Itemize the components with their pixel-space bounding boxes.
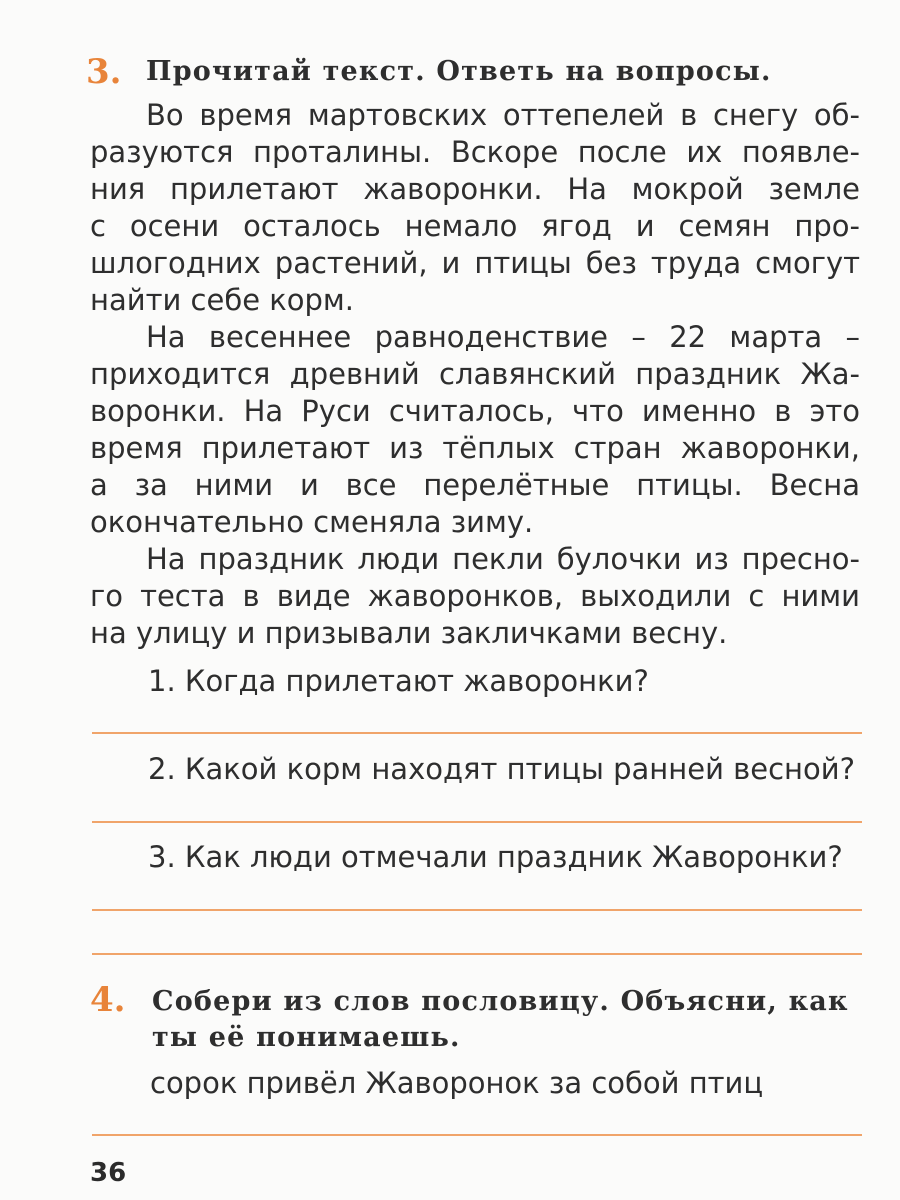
question-2: 2. Какой корм находят птицы ранней весной? [148,752,855,786]
text-line: время прилетают из тёплых стран жаворонки, [90,431,860,465]
text-line: разуются проталины. Вскоре после их появле- [90,135,860,169]
task-3-title: Прочитай текст. Ответь на вопросы. [146,56,772,87]
proverb-words: сорок привёл Жаворонок за собой птиц [150,1066,764,1100]
text-line: На весеннее равноденствие – 22 марта – [146,320,860,354]
task-4-title-line-1: Собери из слов пословицу. Объясни, как [152,986,849,1017]
answer-line[interactable] [92,909,862,911]
text-line: приходится древний славянский праздник Жа- [90,357,860,391]
answer-line[interactable] [92,732,862,734]
text-line: ния прилетают жаворонки. На мокрой земле [90,172,860,206]
text-line: го теста в виде жаворонков, выходили с ними [90,579,860,613]
task-3-number: 3. [86,52,122,92]
text-line: на улицу и призывали закличками весну. [90,616,728,650]
task-4-title-line-2: ты её понимаешь. [152,1022,461,1053]
text-line: На праздник люди пекли булочки из пресно- [146,542,860,576]
answer-line[interactable] [92,1134,862,1136]
text-line: с осени осталось немало ягод и семян про- [90,209,860,243]
task-4-number: 4. [90,980,126,1020]
question-1: 1. Когда прилетают жаворонки? [148,664,649,698]
text-line: окончательно сменяла зиму. [90,505,534,539]
page-number: 36 [90,1158,127,1188]
text-line: а за ними и все перелётные птицы. Весна [90,468,860,502]
answer-line[interactable] [92,953,862,955]
text-line: найти себе корм. [90,283,355,317]
question-3: 3. Как люди отмечали праздник Жаворонки? [148,840,843,874]
text-line: шлогодних растений, и птицы без труда смогут [90,246,860,280]
text-line: Во время мартовских оттепелей в снегу об- [146,98,860,132]
answer-line[interactable] [92,821,862,823]
text-line: воронки. На Руси считалось, что именно в это [90,394,860,428]
